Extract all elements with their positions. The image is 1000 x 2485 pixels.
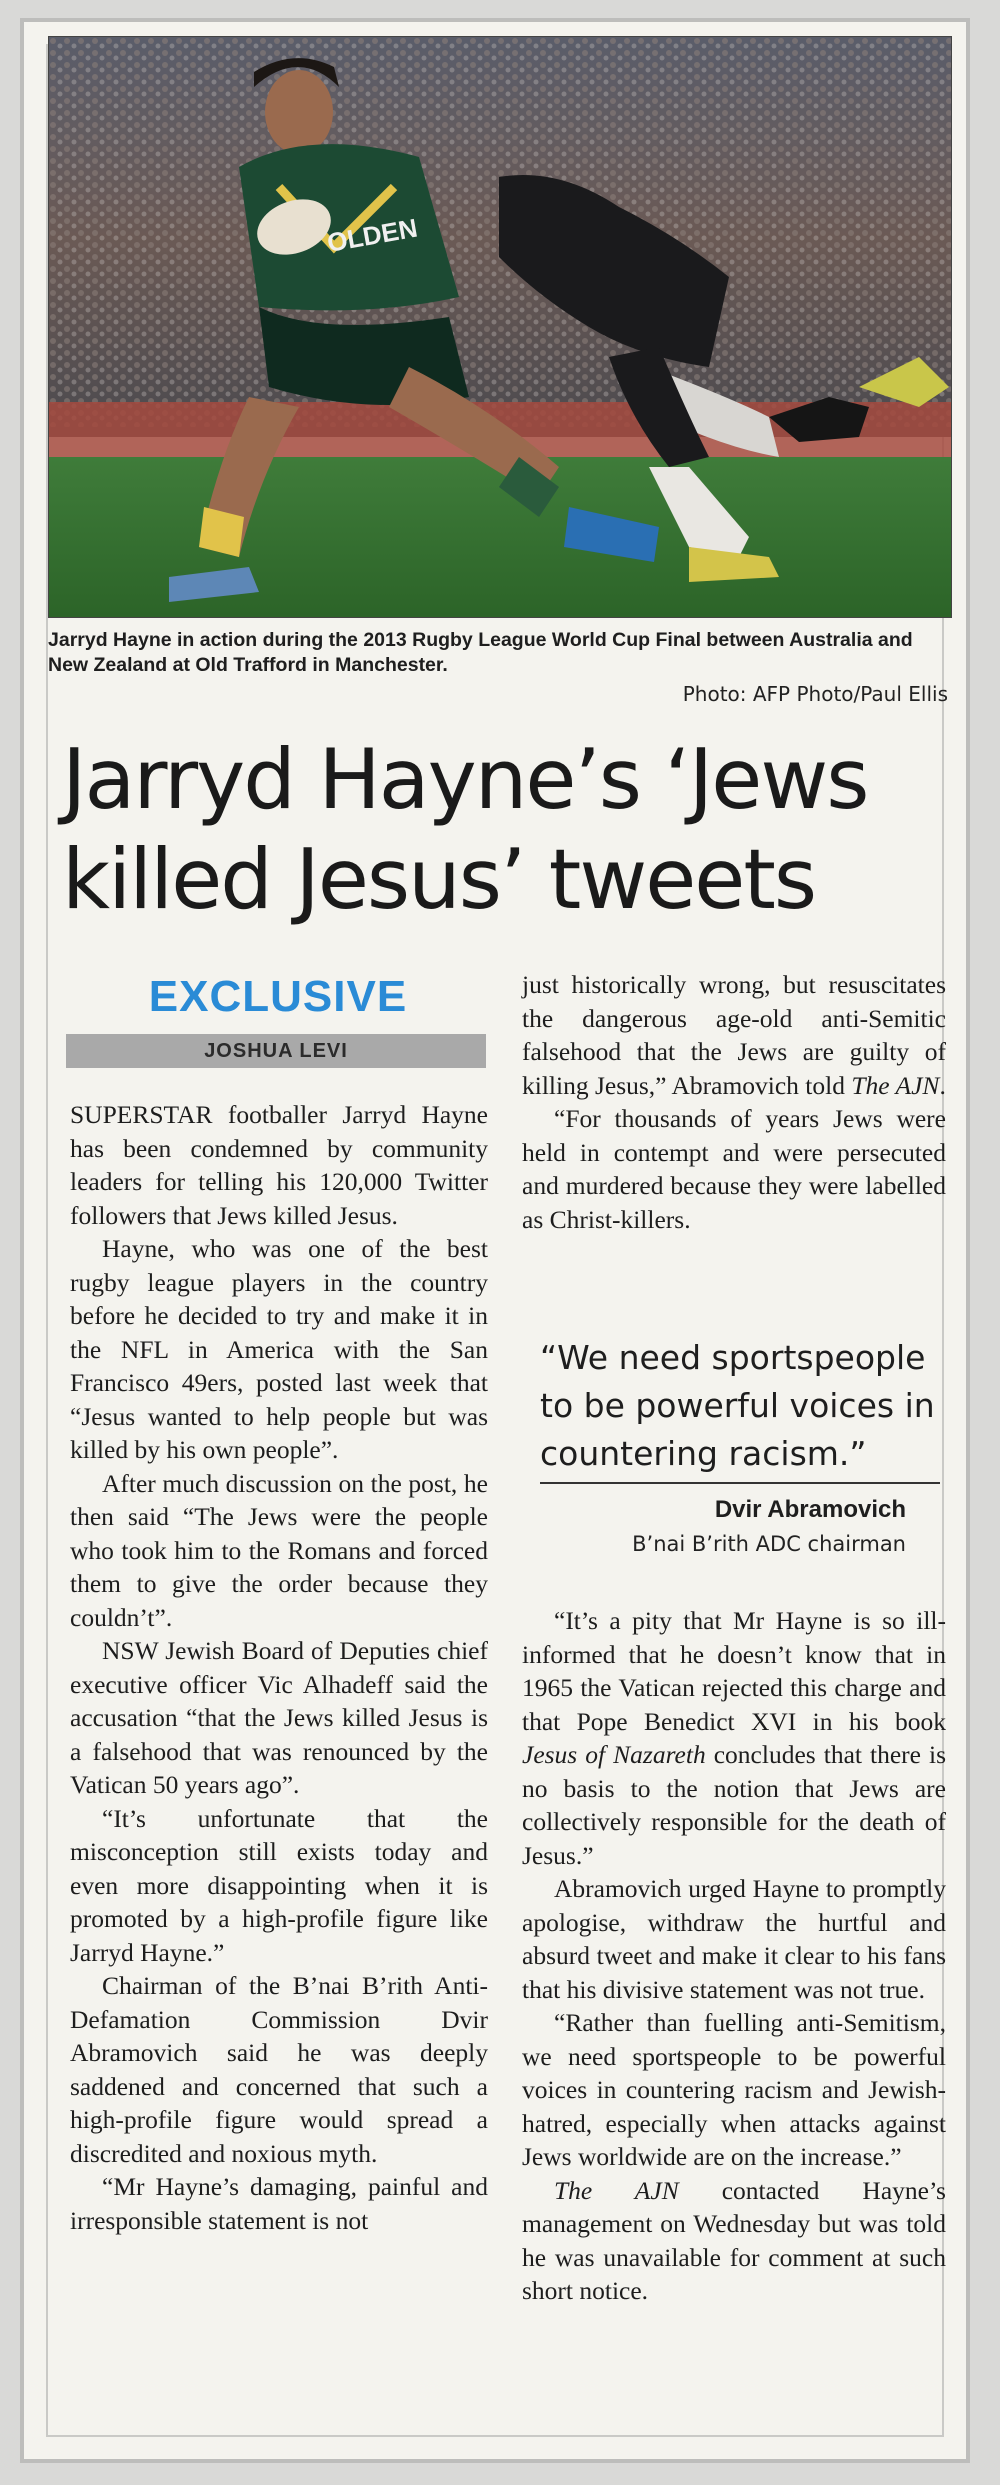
paragraph-8-end: .	[939, 1070, 946, 1100]
headline-line-2: killed Jesus’ tweets	[62, 831, 816, 928]
article-column-2-bottom	[522, 1604, 946, 2308]
paragraph-10-a: “It’s a pity that Mr Hayne is so ill-informed that he doesn’t know that in 1965 the Vatican rejected this charge and that Pope Benedict XVI in his book	[522, 1606, 946, 1736]
paragraph-2: Hayne, who was one of the best rugby league players in the country before he decided to try and make it in the NFL in America with the San Francisco 49ers, posted last week that “Jesus wanted to help people but was killed by his own people”.	[70, 1234, 488, 1464]
byline: JOSHUA LEVI	[66, 1034, 486, 1068]
publication-name: The AJN	[851, 1070, 940, 1100]
book-title: Jesus of Nazareth	[522, 1740, 706, 1769]
paragraph-9: “For thousands of years Jews were held in contempt and were persecuted and murdered because they were labelled as Christ-killers.	[522, 1104, 946, 1234]
pull-quote-name: Dvir Abramovich	[714, 1496, 906, 1523]
paragraph-8-text: just historically wrong, but resuscitates the dangerous age-old anti-Semitic falsehood that the Jews are guilty of killing Jesus,” Abramovich told	[522, 970, 946, 1100]
photo-caption: Jarryd Hayne in action during the 2013 Rugby League World Cup Final between Australia and New Zealand at Old Trafford in Manchester.	[48, 629, 913, 676]
article-column-1	[70, 1098, 488, 2237]
paragraph-13-text: contacted Hayne’s management on Wednesday but was told he was unavailable for comment at such short notice.	[522, 2175, 946, 2305]
paragraph-5: “It’s unfortunate that the misconception still exists today and even more disappointing when it is promoted by a high-profile figure like Jarryd Hayne.”	[70, 1803, 488, 1967]
photo-credit: Photo: AFP Photo/Paul Ellis	[682, 682, 948, 706]
paragraph-12: “Rather than fuelling anti-Semitism, we need sportspeople to be powerful voices in countering racism and Jewish-hatred, especially when attacks against Jews worldwide are on the increase.”	[522, 2008, 946, 2171]
paragraph-4: NSW Jewish Board of Deputies chief executive officer Vic Alhadeff said the accusation “that the Jews killed Jesus is a falsehood that was renounced by the Vatican 50 years ago”.	[70, 1636, 488, 1799]
article-column-2-top	[522, 968, 946, 1236]
jersey-text: OLDEN	[324, 212, 420, 258]
paragraph-13	[522, 2174, 946, 2308]
paragraph-1: SUPERSTAR footballer Jarryd Hayne has been condemned by community leaders for telling his 120,000 Twitter followers that Jews killed Jesus.	[70, 1100, 488, 1230]
paragraph-8	[522, 968, 946, 1102]
paragraph-7: “Mr Hayne’s damaging, painful and irresponsible statement is not	[70, 2172, 488, 2235]
headline	[62, 730, 952, 930]
rugby-photo-icon	[49, 37, 951, 617]
pull-quote: “We need sportspeople to be powerful voices in countering racism.”	[540, 1338, 935, 1473]
pull-quote-title: B’nai B’rith ADC chairman	[632, 1532, 906, 1556]
paragraph-3: After much discussion on the post, he then said “The Jews were the people who took him to the Romans and forced them to give the order because they couldn’t”.	[70, 1468, 488, 1632]
headline-line-1: Jarryd Hayne’s ‘Jews	[62, 731, 868, 828]
exclusive-label: EXCLUSIVE	[148, 972, 408, 1021]
paragraph-10	[522, 1604, 946, 1872]
rugby-photo	[48, 36, 952, 618]
paragraph-6: Chairman of the B’nai B’rith Anti-Defamation Commission Dvir Abramovich said he was deeply saddened and concerned that such a high-profile figure would spread a discredited and noxious myth.	[70, 1971, 488, 2168]
publication-name-2: The AJN	[554, 2175, 679, 2205]
paragraph-10-b: concludes that there is no basis to the notion that Jews are collectively responsible for the death of Jesus.”	[522, 1740, 946, 1870]
paragraph-11: Abramovich urged Hayne to promptly apologise, withdraw the hurtful and absurd tweet and make it clear to his fans that his divisive statement was not true.	[522, 1874, 946, 2004]
pull-quote-rule	[540, 1482, 940, 1484]
